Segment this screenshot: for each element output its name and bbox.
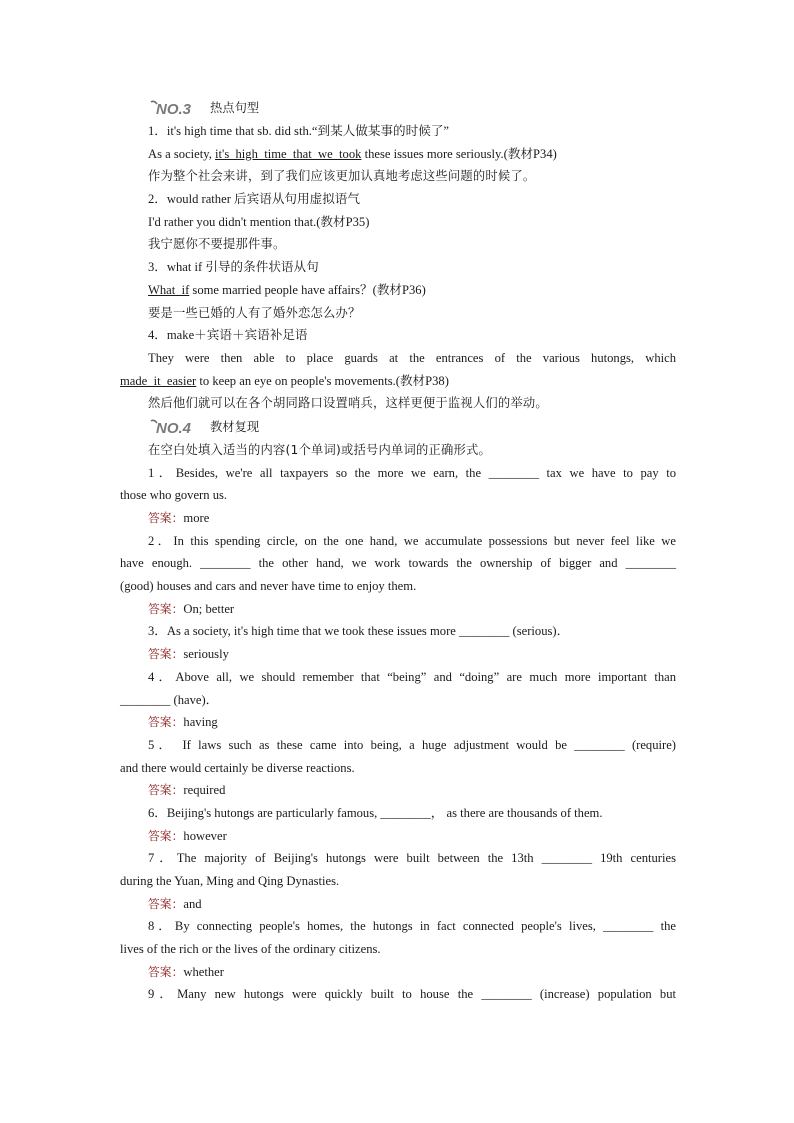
pattern-heading: 3．what if 引导的条件状语从句 bbox=[148, 260, 319, 275]
question-3: 3．As a society, it's high time that we took these issues more ________ (serious)． bbox=[148, 624, 570, 639]
answer-3: 答案：seriously bbox=[148, 647, 229, 662]
instruction: 在空白处填入适当的内容(1个单词)或括号内单词的正确形式。 bbox=[148, 442, 491, 457]
section-header-no4 bbox=[120, 415, 676, 439]
answer-label: 答案： bbox=[148, 828, 184, 843]
answer-label: 答案： bbox=[148, 715, 184, 730]
section-title: 热点句型 bbox=[210, 101, 260, 115]
translation: 作为整个社会来讲，到了我们应该更加认真地考虑这些问题的时候了。 bbox=[148, 169, 536, 184]
answer-4: 答案：having bbox=[148, 715, 218, 730]
answer-label: 答案： bbox=[148, 896, 184, 911]
question-6: 6．Beijing's hutongs are particularly famous, ________， as there are thousands of them. bbox=[148, 805, 603, 820]
question-8: 8．By connecting people's homes, the hutongs in fact connected people's lives, ________ the bbox=[148, 919, 676, 934]
answer-2: 答案：On; better bbox=[148, 601, 235, 616]
question-1-cont: those who govern us. bbox=[120, 488, 228, 503]
example-sentence: As a society, it's_high_time_that_we_took these issues more seriously.(教材P34) bbox=[148, 146, 557, 161]
example-sentence-cont: made_it_easier to keep an eye on people's movements.(教材P38) bbox=[120, 373, 449, 388]
answer-label: 答案： bbox=[148, 647, 184, 662]
question-4: 4．Above all, we should remember that “being” and “doing” are much more important than bbox=[148, 669, 676, 684]
underlined-phrase: made_it_easier bbox=[120, 373, 197, 388]
pattern-heading: 4．make＋宾语＋宾语补足语 bbox=[148, 328, 308, 343]
example-sentence: I'd rather you didn't mention that.(教材P35) bbox=[148, 214, 370, 229]
question-5: 5． If laws such as these came into being, a huge adjustment would be ________ (require) bbox=[148, 737, 676, 752]
answer-label: 答案： bbox=[148, 601, 184, 616]
example-sentence: What_if some married people have affairs？(教材P36) bbox=[148, 282, 426, 297]
question-2: 2．In this spending circle, on the one hand, we accumulate possessions but never feel like we bbox=[148, 533, 676, 548]
answer-label: 答案： bbox=[148, 964, 184, 979]
pattern-heading: 1．it's high time that sb. did sth.“到某人做某事的时候了” bbox=[148, 124, 450, 138]
answer-label: 答案： bbox=[148, 783, 184, 798]
section-header-no3 bbox=[120, 96, 676, 120]
underlined-phrase: it's_high_time_that_we_took bbox=[215, 146, 362, 161]
section-title: 教材复现 bbox=[210, 419, 260, 434]
section-number-badge bbox=[150, 418, 204, 436]
question-4-cont: ________ (have)． bbox=[120, 692, 219, 707]
answer-1: 答案：more bbox=[148, 511, 210, 525]
translation: 然后他们就可以在各个胡同路口设置哨兵，这样更便于监视人们的举动。 bbox=[148, 396, 548, 411]
question-1: 1．Besides, we're all taxpayers so the more we earn, the ________ tax we have to pay to bbox=[148, 465, 676, 480]
underlined-phrase: What_if bbox=[148, 282, 190, 297]
question-8-cont: lives of the rich or the lives of the ordinary citizens. bbox=[120, 942, 381, 957]
answer-5: 答案：required bbox=[148, 783, 226, 798]
section-number-badge bbox=[150, 99, 204, 117]
answer-7: 答案：and bbox=[148, 896, 202, 911]
document-page bbox=[120, 96, 676, 1006]
svg-text:NO.4: NO.4 bbox=[156, 419, 192, 436]
question-5-cont: and there would certainly be diverse reactions. bbox=[120, 760, 355, 775]
question-7-cont: during the Yuan, Ming and Qing Dynasties. bbox=[120, 874, 340, 888]
example-sentence: They were then able to place guards at the entrances of the various hutongs, which bbox=[148, 350, 676, 365]
translation: 我宁愿你不要提那件事。 bbox=[148, 237, 286, 252]
answer-label: 答案： bbox=[148, 511, 184, 525]
answer-6: 答案：however bbox=[148, 828, 227, 843]
svg-text:NO.3: NO.3 bbox=[156, 101, 192, 117]
question-2-cont: (good) houses and cars and never have time to enjoy them. bbox=[120, 579, 417, 594]
pattern-heading: 2．would rather 后宾语从句用虚拟语气 bbox=[148, 192, 360, 207]
translation: 要是一些已婚的人有了婚外恋怎么办？ bbox=[148, 305, 361, 320]
answer-8: 答案：whether bbox=[148, 964, 224, 979]
question-9: 9．Many new hutongs were quickly built to house the ________ (increase) population but bbox=[148, 987, 676, 1002]
question-2-cont: have enough. ________ the other hand, we work towards the ownership of bigger and ________ bbox=[120, 556, 676, 571]
question-7: 7．The majority of Beijing's hutongs were built between the 13th ________ 19th centuries bbox=[148, 851, 676, 866]
